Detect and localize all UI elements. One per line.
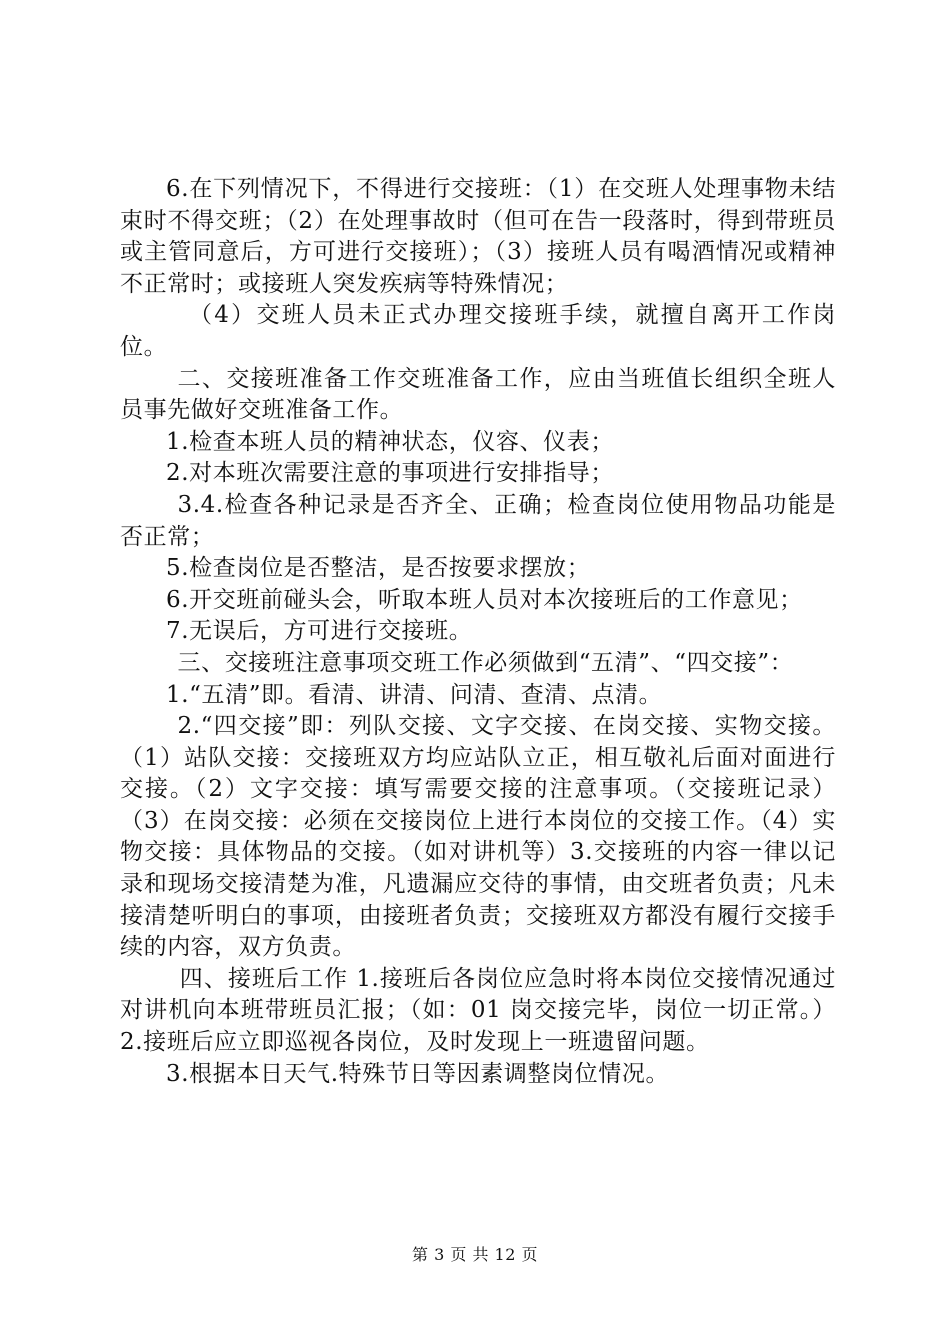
section-heading-preparation: 二、交接班准备工作交班准备工作，应由当班值长组织全班人员事先做好交班准备工作。: [120, 365, 836, 424]
list-item-briefing: 6.开交班前碰头会，听取本班人员对本次接班后的工作意见；: [166, 586, 803, 613]
list-item-confirm: 7.无误后，方可进行交接班。: [166, 618, 473, 645]
list-item-arrange-guidance: 2.对本班次需要注意的事项进行安排指导；: [166, 460, 614, 487]
paragraph-unauthorized-leave: （4）交班人员未正式办理交接班手续，就擅自离开工作岗位。: [120, 302, 836, 360]
paragraph-handover-restrictions: 6.在下列情况下，不得进行交接班：（1）在交班人处理事物未结束时不得交班；（2）在处理事故时（但可在告一段落时，得到带班员或主管同意后，方可进行交接班）；（3）接班人员有喝酒情况或精神不正常时；或接班人突发疾病等特殊情况；: [120, 176, 836, 297]
list-item-check-tidiness: 5.检查岗位是否整洁，是否按要求摆放；: [166, 555, 591, 582]
list-item-check-records: 3.4.检查各种记录是否齐全、正确；检查岗位使用物品功能是否正常；: [120, 491, 836, 550]
section-heading-after-shift: 四、接班后工作 1.接班后各岗位应急时将本岗位交接情况通过对讲机向本班带班员汇报；（如：01 岗交接完毕，岗位一切正常。）2.接班后应立即巡视各岗位，及时发现上一班遗留问题。: [120, 965, 836, 1056]
document-body: [120, 174, 836, 1090]
list-item-five-clear: 1.“五清”即。看清、讲清、问清、查清、点清。: [166, 681, 663, 708]
list-item-adjust-posts: 3.根据本日天气.特殊节日等因素调整岗位情况。: [166, 1060, 670, 1087]
list-item-check-personnel: 1.检查本班人员的精神状态，仪容、仪表；: [166, 428, 614, 455]
section-heading-notes: 三、交接班注意事项交班工作必须做到“五清”、“四交接”：: [177, 649, 794, 676]
list-item-four-handover: 2.“四交接”即：列队交接、文字交接、在岗交接、实物交接。（1）站队交接：交接班双方均应站队立正，相互敬礼后面对面进行交接。（2）文字交接：填写需要交接的注意事项。（交接班记录）（3）在岗交接：必须在交接岗位上进行本岗位的交接工作。（4）实物交接：具体物品的交接。（如对讲机等）3.交接班的内容一律以记录和现场交接清楚为准，凡遗漏应交待的事情，由交班者负责；凡未接清楚听明白的事项，由接班者负责；交接班双方都没有履行交接手续的内容，双方负责。: [120, 713, 836, 961]
page-number-footer: 第 3 页 共 12 页: [412, 1245, 538, 1264]
